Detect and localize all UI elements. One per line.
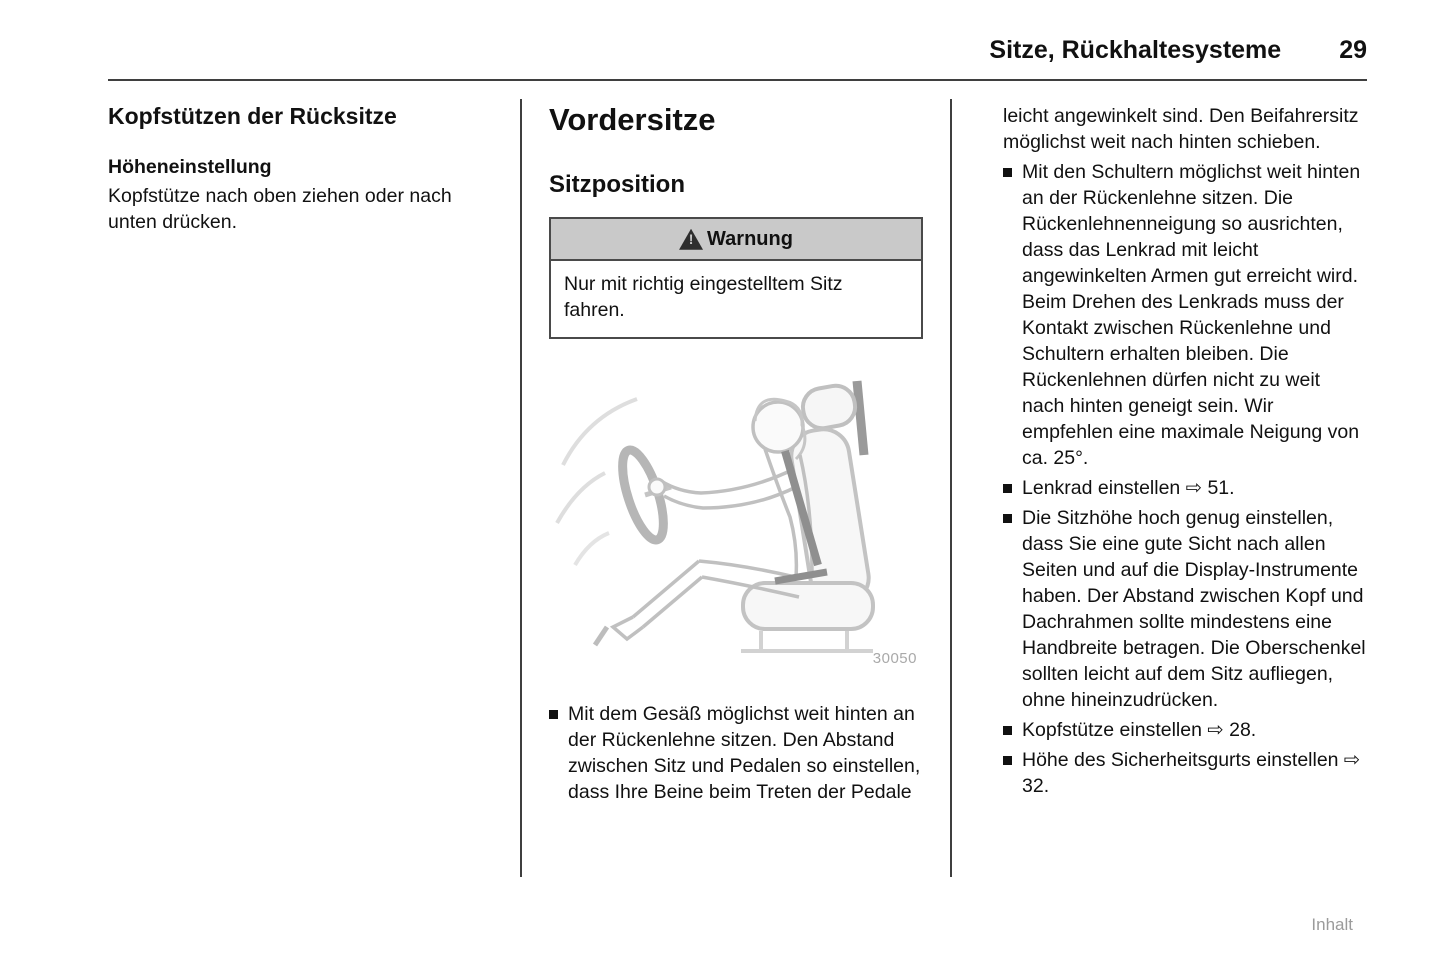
contents-link[interactable]: Inhalt xyxy=(1311,915,1353,934)
subsection-heading: Höheneinstellung xyxy=(108,156,272,179)
section-heading: Sitzposition xyxy=(549,171,685,199)
chapter-heading: Vordersitze xyxy=(549,102,716,137)
bullet-list xyxy=(549,701,923,805)
paragraph: leicht angewinkelt sind. Den Beifahrersitz möglichst weit nach hinten schieben. xyxy=(1003,105,1359,153)
paragraph: Kopfstütze nach oben ziehen oder nach unten drücken. xyxy=(108,184,452,233)
list-item xyxy=(1003,475,1367,501)
list-item xyxy=(1003,505,1367,713)
list-item-text: Mit den Schultern möglichst weit hinten an der Rückenlehne sitzen. Die Rückenlehnenneigung so ausrichten, dass das Lenkrad mit leicht angewinkelten Armen gut erreicht wird. Beim Drehen des Lenkrads muss der Kontakt zwischen Rückenlehne und Schultern erhalten bleiben. Die Rückenlehnen dürfen nicht zu weit nach hinten geneigt sein. Wir empfehlen eine maximale Neigung von ca. 25°. xyxy=(1022,161,1361,469)
header-rule xyxy=(108,79,1367,81)
list-item xyxy=(1003,159,1367,471)
list-item xyxy=(549,701,923,805)
seat-illustration-drawing xyxy=(549,365,923,665)
list-item-text: Kopfstütze einstellen ⇨ 28. xyxy=(1022,719,1257,741)
column-divider xyxy=(520,99,522,877)
list-item xyxy=(1003,747,1367,799)
warning-triangle-icon xyxy=(679,229,703,250)
warning-header xyxy=(551,219,921,261)
chapter-title: Sitze, Rückhaltesysteme xyxy=(989,36,1282,64)
list-item-text: Die Sitzhöhe hoch genug einstellen, dass Sie eine gute Sicht nach allen Seiten und auf die Display-Instrumente haben. Der Abstand zwischen Kopf und Dachrahmen sollte mindestens eine Handbreite betragen. Die Oberschenkel sollten leicht auf dem Sitz aufliegen, ohne hineinzudrücken. xyxy=(1022,507,1366,711)
list-item-text: Lenkrad einstellen ⇨ 51. xyxy=(1022,477,1235,499)
section-heading: Kopfstützen der Rücksitze xyxy=(108,103,397,129)
bullet-marker-icon xyxy=(1003,514,1012,523)
bullet-marker-icon xyxy=(1003,756,1012,765)
column-right xyxy=(979,99,1367,877)
warning-box xyxy=(549,217,923,339)
bullet-marker-icon xyxy=(1003,484,1012,493)
bullet-marker-icon xyxy=(549,710,558,719)
bullet-list xyxy=(1003,159,1367,799)
seat-position-illustration xyxy=(549,365,923,671)
column-left xyxy=(108,99,493,877)
content-columns xyxy=(108,99,1367,877)
warning-title: Warnung xyxy=(707,227,793,250)
bullet-marker-icon xyxy=(1003,168,1012,177)
list-item-text: Mit dem Gesäß möglichst weit hinten an der Rückenlehne sitzen. Den Abstand zwischen Sitz und Pedalen so einstellen, dass Ihre Beine beim Treten der Pedale xyxy=(568,702,921,803)
column-middle xyxy=(549,99,923,877)
figure-number: 30050 xyxy=(872,649,917,667)
page-header xyxy=(108,30,1367,65)
bullet-marker-icon xyxy=(1003,726,1012,735)
warning-text: Nur mit richtig eingestelltem Sitz fahren. xyxy=(564,272,843,321)
page-number: 29 xyxy=(1339,36,1367,64)
list-item-text: Höhe des Sicherheitsgurts einstellen ⇨ 32. xyxy=(1022,749,1361,797)
list-item xyxy=(1003,717,1367,743)
column-divider xyxy=(950,99,952,877)
